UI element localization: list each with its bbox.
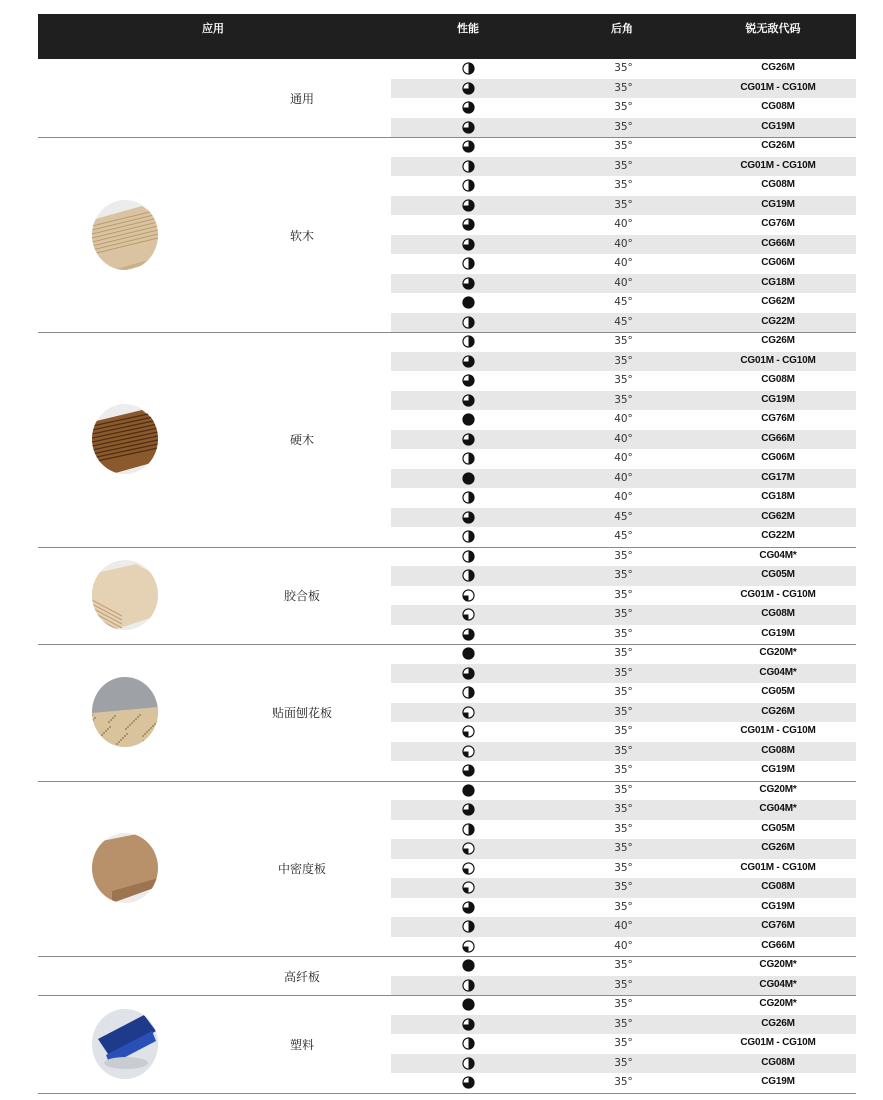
table-row (391, 625, 856, 645)
clearance-angle-value: 35° (614, 764, 633, 776)
grade-code: CG22M (761, 530, 795, 541)
grade-code: CG19M (761, 120, 795, 132)
table-row (391, 722, 856, 742)
quarter-performance-icon (462, 940, 475, 953)
table-row (391, 742, 856, 762)
clearance-angle-value: 35° (614, 354, 633, 367)
clearance-angle-value: 35° (614, 81, 633, 94)
table-row (391, 800, 856, 820)
quarter-performance-icon (462, 862, 475, 875)
table-row (391, 488, 856, 508)
grade-code: CG76M (761, 920, 795, 931)
clearance-angle-value: 40° (614, 218, 633, 230)
grade-code: CG26M (761, 335, 795, 346)
grade-code: CG05M (761, 569, 795, 580)
full-performance-icon (462, 296, 475, 309)
table-row (391, 956, 856, 976)
clearance-angle-value: 35° (614, 101, 633, 113)
full-performance-icon (462, 413, 475, 426)
clearance-angle-value: 45° (614, 296, 633, 308)
table-row (391, 215, 856, 235)
half-performance-icon (462, 257, 475, 270)
grade-code: CG08M (761, 101, 795, 112)
grade-code: CG06M (761, 257, 795, 268)
table-row (391, 274, 856, 294)
group-divider (38, 1093, 856, 1094)
grade-code: CG20M* (759, 647, 797, 658)
three-quarter-performance-icon (462, 667, 475, 680)
grade-code: CG04M* (759, 549, 797, 561)
softwood-sample-image (92, 200, 158, 270)
three-quarter-performance-icon (462, 433, 475, 446)
table-row (391, 683, 856, 703)
half-performance-icon (462, 62, 475, 75)
clearance-angle-value: 40° (614, 920, 633, 932)
three-quarter-performance-icon (462, 277, 475, 290)
quarter-performance-icon (462, 706, 475, 719)
hardwood-sample-image (92, 404, 158, 474)
clearance-angle-value: 35° (614, 686, 633, 698)
half-performance-icon (462, 686, 475, 699)
table-row (391, 644, 856, 664)
grade-code: CG05M (761, 822, 795, 834)
full-performance-icon (462, 959, 475, 972)
three-quarter-performance-icon (462, 511, 475, 524)
grade-code: CG08M (761, 881, 795, 892)
table-row (391, 137, 856, 157)
half-performance-icon (462, 823, 475, 836)
three-quarter-performance-icon (462, 1018, 475, 1031)
quarter-performance-icon (462, 842, 475, 855)
grade-code: CG26M (761, 62, 795, 73)
grade-code: CG26M (761, 140, 795, 151)
grade-code: CG26M (761, 842, 795, 853)
header-code: 锐无敌代码 (745, 22, 801, 35)
quarter-performance-icon (462, 881, 475, 894)
three-quarter-performance-icon (462, 199, 475, 212)
three-quarter-performance-icon (462, 394, 475, 407)
table-row (391, 98, 856, 118)
table-row (391, 586, 856, 606)
grade-code: CG01M - CG10M (740, 354, 816, 366)
clearance-angle-value: 35° (614, 159, 633, 172)
grade-code: CG01M - CG10M (740, 81, 816, 93)
clearance-angle-value: 35° (614, 978, 633, 991)
table-row (391, 917, 856, 937)
half-performance-icon (462, 1057, 475, 1070)
chipboard-sample-image (92, 677, 158, 747)
clearance-angle-value: 35° (614, 62, 633, 74)
application-label: 硬木 (289, 433, 314, 448)
clearance-angle-value: 40° (614, 491, 633, 503)
grade-code: CG17M (761, 471, 795, 483)
clearance-angle-value: 40° (614, 939, 633, 952)
three-quarter-performance-icon (462, 238, 475, 251)
half-performance-icon (462, 179, 475, 192)
grade-code: CG66M (761, 432, 795, 444)
clearance-angle-value: 35° (614, 627, 633, 640)
table-row (391, 469, 856, 489)
grade-code: CG20M* (759, 959, 797, 970)
application-label: 高纤板 (283, 969, 320, 984)
application-label: 中密度板 (277, 862, 326, 877)
clearance-angle-value: 35° (614, 120, 633, 133)
table-row (391, 839, 856, 859)
table-row (391, 254, 856, 274)
half-performance-icon (462, 569, 475, 582)
clearance-angle-value: 35° (614, 1056, 633, 1069)
table-row (391, 995, 856, 1015)
clearance-angle-value: 35° (614, 374, 633, 386)
grade-code: CG62M (761, 510, 795, 522)
grade-code: CG66M (761, 939, 795, 951)
full-performance-icon (462, 784, 475, 797)
table-row (391, 878, 856, 898)
grade-code: CG08M (761, 1056, 795, 1068)
clearance-angle-value: 35° (614, 1076, 633, 1088)
clearance-angle-value: 40° (614, 257, 633, 269)
grade-code: CG76M (761, 413, 795, 424)
half-performance-icon (462, 491, 475, 504)
clearance-angle-value: 35° (614, 647, 633, 659)
table-row (391, 235, 856, 255)
table-row (391, 508, 856, 528)
header-clearance-angle: 后角 (611, 22, 633, 35)
half-performance-icon (462, 335, 475, 348)
table-row (391, 313, 856, 333)
clearance-angle-value: 45° (614, 530, 633, 542)
clearance-angle-value: 35° (614, 881, 633, 893)
grade-code: CG04M* (759, 803, 797, 814)
clearance-angle-value: 40° (614, 471, 633, 484)
half-performance-icon (462, 452, 475, 465)
table-row (391, 1073, 856, 1093)
table-row (391, 371, 856, 391)
grade-code: CG20M* (759, 998, 797, 1009)
table-row (391, 157, 856, 177)
table-row (391, 196, 856, 216)
table-row (391, 59, 856, 79)
clearance-angle-value: 35° (614, 179, 633, 191)
application-label: 胶合板 (283, 589, 320, 604)
table-row (391, 1054, 856, 1074)
grade-code: CG20M* (759, 783, 797, 795)
quarter-performance-icon (462, 608, 475, 621)
grade-code: CG04M* (759, 666, 797, 678)
half-performance-icon (462, 979, 475, 992)
three-quarter-performance-icon (462, 218, 475, 231)
table-row (391, 410, 856, 430)
table-row (391, 566, 856, 586)
grade-code: CG19M (761, 393, 795, 405)
table-row (391, 118, 856, 138)
table-row (391, 664, 856, 684)
table-row (391, 1034, 856, 1054)
table-row (391, 547, 856, 567)
grade-code: CG26M (761, 705, 795, 717)
application-label: 贴面刨花板 (271, 706, 332, 721)
clearance-angle-value: 35° (614, 842, 633, 854)
clearance-angle-value: 35° (614, 549, 633, 562)
table-row (391, 976, 856, 996)
header-performance: 性能 (457, 22, 479, 35)
grade-code: CG22M (761, 315, 795, 327)
three-quarter-performance-icon (462, 803, 475, 816)
plastic-sample-image (92, 1009, 158, 1079)
three-quarter-performance-icon (462, 101, 475, 114)
full-performance-icon (462, 647, 475, 660)
grade-code: CG19M (761, 1076, 795, 1087)
clearance-angle-value: 35° (614, 900, 633, 913)
clearance-angle-value: 40° (614, 276, 633, 289)
three-quarter-performance-icon (462, 1076, 475, 1089)
half-performance-icon (462, 1037, 475, 1050)
grade-code: CG62M (761, 296, 795, 307)
grade-code: CG08M (761, 744, 795, 756)
half-performance-icon (462, 316, 475, 329)
clearance-angle-value: 45° (614, 315, 633, 328)
grade-code: CG01M - CG10M (740, 588, 816, 600)
header-application: 应用 (202, 22, 224, 35)
full-performance-icon (462, 998, 475, 1011)
clearance-angle-value: 35° (614, 783, 633, 796)
grade-code: CG01M - CG10M (740, 861, 816, 873)
clearance-angle-value: 40° (614, 237, 633, 250)
grade-code: CG19M (761, 627, 795, 639)
table-header (38, 14, 856, 59)
clearance-angle-value: 45° (614, 510, 633, 523)
table-row (391, 293, 856, 313)
grade-code: CG18M (761, 276, 795, 288)
clearance-angle-value: 35° (614, 744, 633, 757)
table-row (391, 820, 856, 840)
clearance-angle-value: 40° (614, 452, 633, 464)
table-row (391, 859, 856, 879)
mdf-sample-image (92, 833, 158, 903)
clearance-angle-value: 35° (614, 725, 633, 737)
clearance-angle-value: 35° (614, 998, 633, 1010)
table-row (391, 391, 856, 411)
table-row (391, 352, 856, 372)
grade-code: CG66M (761, 237, 795, 249)
clearance-angle-value: 35° (614, 608, 633, 620)
three-quarter-performance-icon (462, 374, 475, 387)
table-row (391, 898, 856, 918)
table-row (391, 703, 856, 723)
grade-code: CG08M (761, 608, 795, 619)
clearance-angle-value: 35° (614, 140, 633, 152)
grade-code: CG08M (761, 374, 795, 385)
three-quarter-performance-icon (462, 628, 475, 641)
clearance-angle-value: 35° (614, 1037, 633, 1049)
quarter-performance-icon (462, 745, 475, 758)
clearance-angle-value: 35° (614, 393, 633, 406)
three-quarter-performance-icon (462, 355, 475, 368)
half-performance-icon (462, 530, 475, 543)
clearance-angle-value: 40° (614, 432, 633, 445)
grade-code: CG01M - CG10M (740, 725, 816, 736)
application-label: 通用 (289, 92, 314, 106)
clearance-angle-value: 35° (614, 861, 633, 874)
grade-code: CG08M (761, 179, 795, 190)
clearance-angle-value: 40° (614, 413, 633, 425)
three-quarter-performance-icon (462, 764, 475, 777)
quarter-performance-icon (462, 725, 475, 738)
half-performance-icon (462, 160, 475, 173)
table-row (391, 937, 856, 957)
application-label: 软木 (289, 228, 314, 243)
grade-code: CG01M - CG10M (740, 1037, 816, 1048)
table-row (391, 332, 856, 352)
table-row (391, 176, 856, 196)
clearance-angle-value: 35° (614, 198, 633, 211)
application-label: 塑料 (289, 1037, 314, 1052)
half-performance-icon (462, 920, 475, 933)
full-performance-icon (462, 472, 475, 485)
half-performance-icon (462, 550, 475, 563)
clearance-angle-value: 35° (614, 588, 633, 601)
grade-code: CG04M* (759, 978, 797, 990)
clearance-angle-value: 35° (614, 335, 633, 347)
table-row (391, 761, 856, 781)
three-quarter-performance-icon (462, 82, 475, 95)
clearance-angle-value: 35° (614, 569, 633, 581)
grade-code: CG05M (761, 686, 795, 697)
three-quarter-performance-icon (462, 121, 475, 134)
plywood-sample-image (92, 560, 158, 630)
table-row (391, 430, 856, 450)
clearance-angle-value: 35° (614, 803, 633, 815)
grade-code: CG18M (761, 491, 795, 502)
table-row (391, 79, 856, 99)
grade-code: CG06M (761, 452, 795, 463)
clearance-angle-value: 35° (614, 666, 633, 679)
table-row (391, 605, 856, 625)
grade-code: CG19M (761, 764, 795, 775)
clearance-angle-value: 35° (614, 1017, 633, 1030)
three-quarter-performance-icon (462, 901, 475, 914)
grade-code: CG19M (761, 900, 795, 912)
table-row (391, 781, 856, 801)
grade-code: CG01M - CG10M (740, 159, 816, 171)
table-row (391, 1015, 856, 1035)
table-row (391, 449, 856, 469)
grade-code: CG76M (761, 218, 795, 229)
clearance-angle-value: 35° (614, 822, 633, 835)
grade-code: CG26M (761, 1017, 795, 1029)
quarter-performance-icon (462, 589, 475, 602)
grade-code: CG19M (761, 198, 795, 210)
clearance-angle-value: 35° (614, 705, 633, 718)
three-quarter-performance-icon (462, 140, 475, 153)
table-row (391, 527, 856, 547)
clearance-angle-value: 35° (614, 959, 633, 971)
